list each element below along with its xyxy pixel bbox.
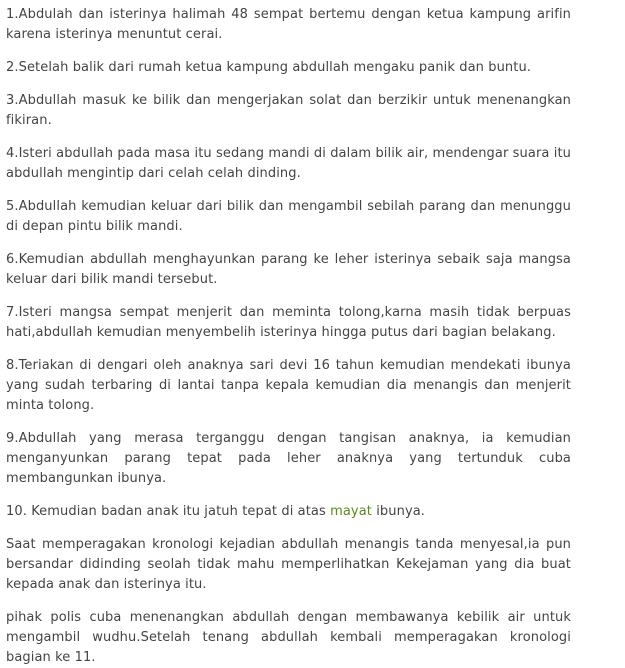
paragraph-8: 8.Teriakan di dengari oleh anaknya sari devi 16 tahun kemudian mendekati ibunya yang sudah terbaring di lantai tanpa kepala kemudian dia menangis dan menjerit minta tolong. — [6, 358, 571, 413]
paragraph-4: 4.Isteri abdullah pada masa itu sedang mandi di dalam bilik air, mendengar suara itu abdullah mengintip dari celah celah dinding. — [6, 146, 571, 181]
paragraph-2: 2.Setelah balik dari rumah ketua kampung abdullah mengaku panik dan buntu. — [6, 60, 532, 75]
paragraph-11: Saat memperagakan kronologi kejadian abdullah menangis tanda menyesal,ia pun bersandar didinding seolah tidak mahu memperlihatkan Kekejaman yang dia buat kepada anak dan isterinya itu. — [6, 537, 571, 592]
paragraph-10 — [6, 502, 571, 522]
mayat-link[interactable]: mayat — [330, 504, 372, 519]
paragraph-6: 6.Kemudian abdullah menghayunkan parang ke leher isterinya sebaik saja mangsa keluar dari bilik mandi tersebut. — [6, 252, 571, 287]
paragraph-10-text-after: ibunya. — [371, 504, 426, 519]
paragraph-12: pihak polis cuba menenangkan abdullah dengan membawanya kebilik air untuk mengambil wudhu.Setelah tenang abdullah kembali memperagakan kronologi bagian ke 11. — [6, 610, 571, 665]
paragraph-1: 1.Abdulah dan isterinya halimah 48 sempat bertemu dengan ketua kampung arifin karena isterinya menuntut cerai. — [6, 7, 571, 42]
paragraph-7: 7.Isteri mangsa sempat menjerit dan meminta tolong,karna masih tidak berpuas hati,abdullah kemudian menyembelih isterinya hingga putus dari bagian belakang. — [6, 305, 571, 340]
paragraph-10-text-before: 10. Kemudian badan anak itu jatuh tepat di atas — [6, 504, 331, 519]
paragraph-5: 5.Abdullah kemudian keluar dari bilik dan mengambil sebilah parang dan menunggu di depan pintu bilik mandi. — [6, 199, 571, 234]
paragraph-3: 3.Abdullah masuk ke bilik dan mengerjakan solat dan berzikir untuk menenangkan fikiran. — [6, 93, 571, 128]
paragraph-9: 9.Abdullah yang merasa terganggu dengan tangisan anaknya, ia kemudian menganyunkan parang tepat pada leher anaknya yang tertunduk cuba membangunkan ibunya. — [6, 431, 571, 486]
